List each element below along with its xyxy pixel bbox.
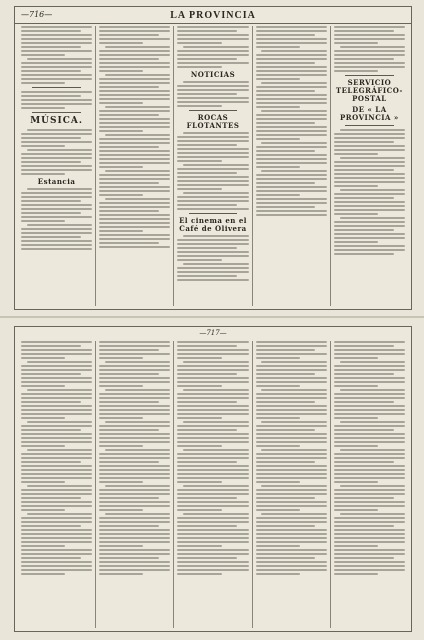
column-b5 bbox=[331, 341, 408, 628]
upper-page bbox=[14, 6, 412, 310]
page-number: —716— bbox=[21, 10, 53, 19]
estancia-heading: Estancia bbox=[37, 177, 76, 186]
column-5 bbox=[331, 26, 408, 306]
column-1 bbox=[18, 26, 96, 306]
column-set bbox=[18, 26, 408, 306]
lower-page bbox=[14, 326, 412, 632]
column-2 bbox=[96, 26, 174, 306]
column-b3 bbox=[174, 341, 252, 628]
column-set-bottom bbox=[18, 341, 408, 628]
column-4 bbox=[253, 26, 331, 306]
column-3 bbox=[174, 26, 252, 306]
cinema-heading: El cinema en el Café de Olivera bbox=[179, 216, 247, 233]
masthead: LA PROVINCIA bbox=[15, 7, 411, 24]
service-heading: SERVICIO TELEGRÁFICO-POSTAL bbox=[335, 78, 403, 103]
news-heading: NOTICIAS bbox=[190, 70, 236, 79]
page-number-bottom: —717— bbox=[199, 329, 227, 337]
service-subheading: DE « LA PROVINCIA » bbox=[340, 105, 399, 122]
page-fold bbox=[0, 316, 424, 318]
rocas-heading: ROCAS FLOTANTES bbox=[186, 113, 240, 130]
column-b2 bbox=[96, 341, 174, 628]
music-heading: MÚSICA. bbox=[30, 116, 83, 126]
column-b1 bbox=[18, 341, 96, 628]
column-b4 bbox=[253, 341, 331, 628]
